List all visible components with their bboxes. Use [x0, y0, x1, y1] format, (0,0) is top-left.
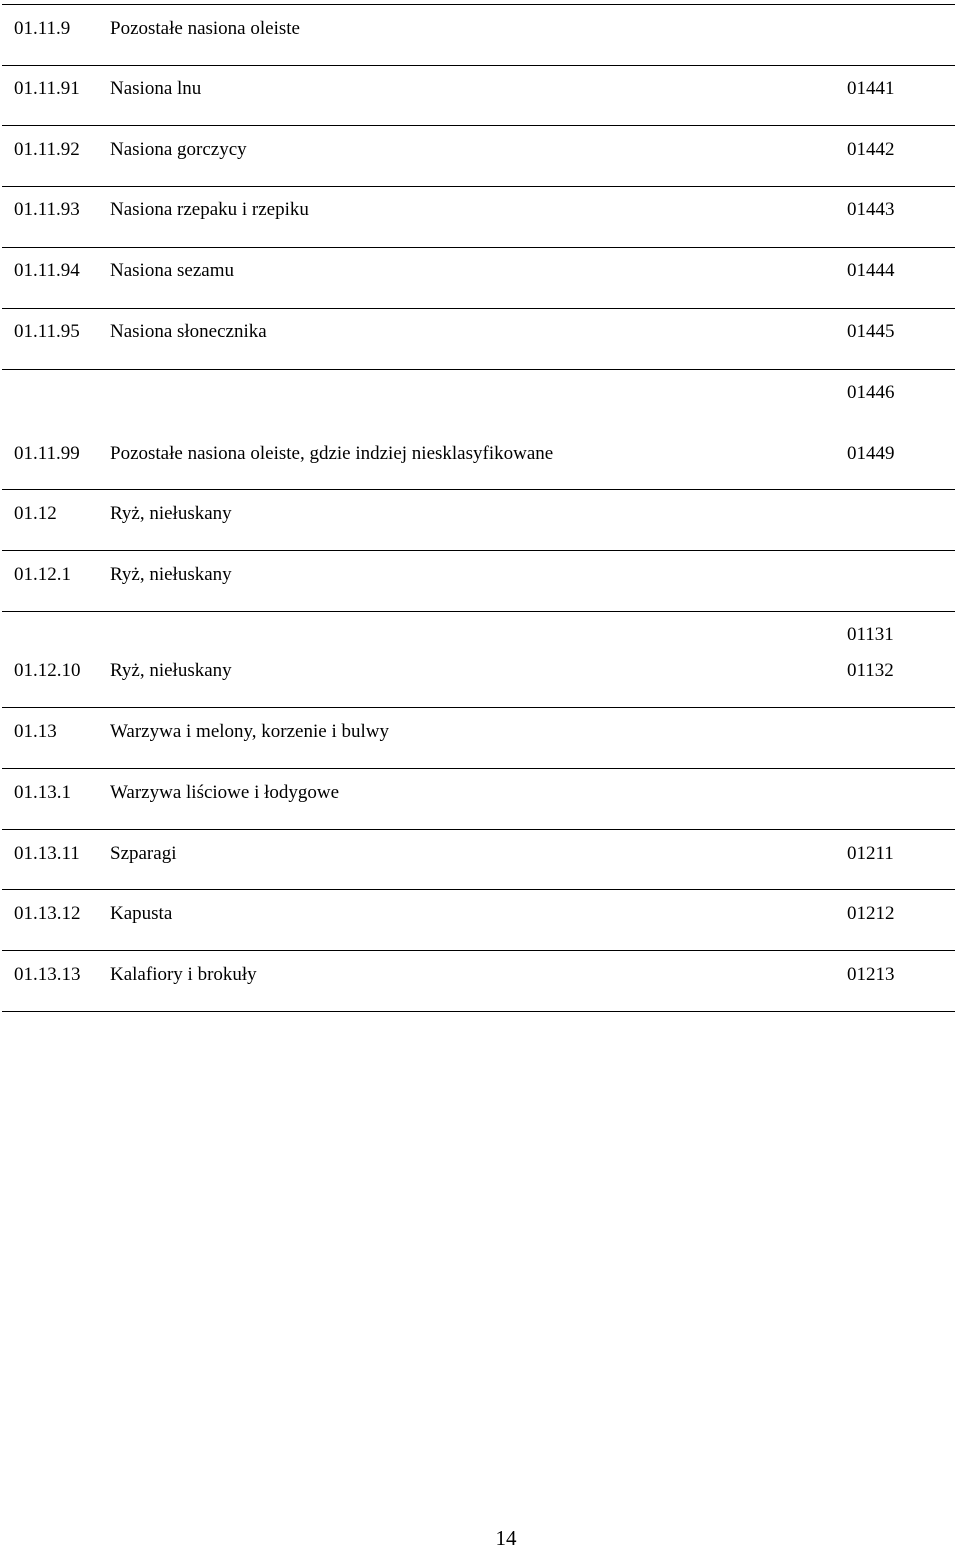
cpa-cell: 01445: [847, 321, 895, 342]
code-cell: 01.12: [14, 503, 57, 524]
cpa-cell: 01441: [847, 78, 895, 99]
table-row: [2, 769, 955, 830]
cpa-cell: 01213: [847, 964, 895, 985]
table-row: [2, 126, 955, 187]
table-row: [2, 309, 955, 370]
code-cell: 01.13: [14, 721, 57, 742]
table-row: [2, 612, 955, 708]
table-row: [2, 370, 955, 490]
code-cell: 01.13.12: [14, 903, 81, 924]
name-cell: Szparagi: [110, 843, 177, 864]
name-cell: Nasiona rzepaku i rzepiku: [110, 199, 309, 220]
code-cell: 01.13.1: [14, 782, 71, 803]
name-cell: Pozostałe nasiona oleiste: [110, 18, 300, 39]
code-cell: 01.11.91: [14, 78, 80, 99]
table-row: [2, 830, 955, 890]
name-cell: Ryż, niełuskany: [110, 564, 232, 585]
name-cell: Warzywa i melony, korzenie i bulwy: [110, 721, 389, 742]
cpa-cell: 01446: [847, 382, 895, 403]
cpa-cell: 01132: [847, 660, 894, 681]
name-cell: Ryż, niełuskany: [110, 660, 232, 681]
code-cell: 01.11.99: [14, 443, 80, 464]
cpa-cell: 01131: [847, 624, 894, 645]
cpa-cell: 01212: [847, 903, 895, 924]
name-cell: Kapusta: [110, 903, 173, 924]
table-row: [2, 65, 955, 126]
code-cell: 01.13.13: [14, 964, 81, 985]
cpa-cell: 01443: [847, 199, 895, 220]
code-cell: 01.11.94: [14, 260, 80, 281]
table-row: [2, 187, 955, 248]
cpa-cell: 01442: [847, 139, 895, 160]
name-cell: Pozostałe nasiona oleiste, gdzie indziej niesklasyfikowane: [110, 443, 554, 464]
name-cell: Kalafiory i brokuły: [110, 964, 257, 985]
name-cell: Nasiona sezamu: [110, 260, 234, 281]
code-cell: 01.11.92: [14, 139, 80, 160]
name-cell: Nasiona gorczycy: [110, 139, 247, 160]
cpa-cell: 01449: [847, 443, 895, 464]
code-cell: 01.13.11: [14, 843, 80, 864]
table-row: [2, 248, 955, 309]
code-cell: 01.11.95: [14, 321, 80, 342]
table-row: [2, 4, 955, 66]
cpa-cell: 01444: [847, 260, 895, 281]
page-number: 14: [495, 1526, 517, 1550]
cpa-cell: 01211: [847, 843, 894, 864]
name-cell: Warzywa liściowe i łodygowe: [110, 782, 340, 803]
name-cell: Ryż, niełuskany: [110, 503, 232, 524]
code-cell: 01.11.9: [14, 18, 71, 39]
code-cell: 01.12.10: [14, 660, 81, 681]
code-cell: 01.11.93: [14, 199, 80, 220]
table-row: [2, 551, 955, 612]
name-cell: Nasiona słonecznika: [110, 321, 267, 342]
table-row: [2, 708, 955, 769]
name-cell: Nasiona lnu: [110, 78, 202, 99]
table-row: [2, 490, 955, 551]
code-cell: 01.12.1: [14, 564, 71, 585]
table-row: [2, 951, 955, 1012]
table-row: [2, 890, 955, 951]
